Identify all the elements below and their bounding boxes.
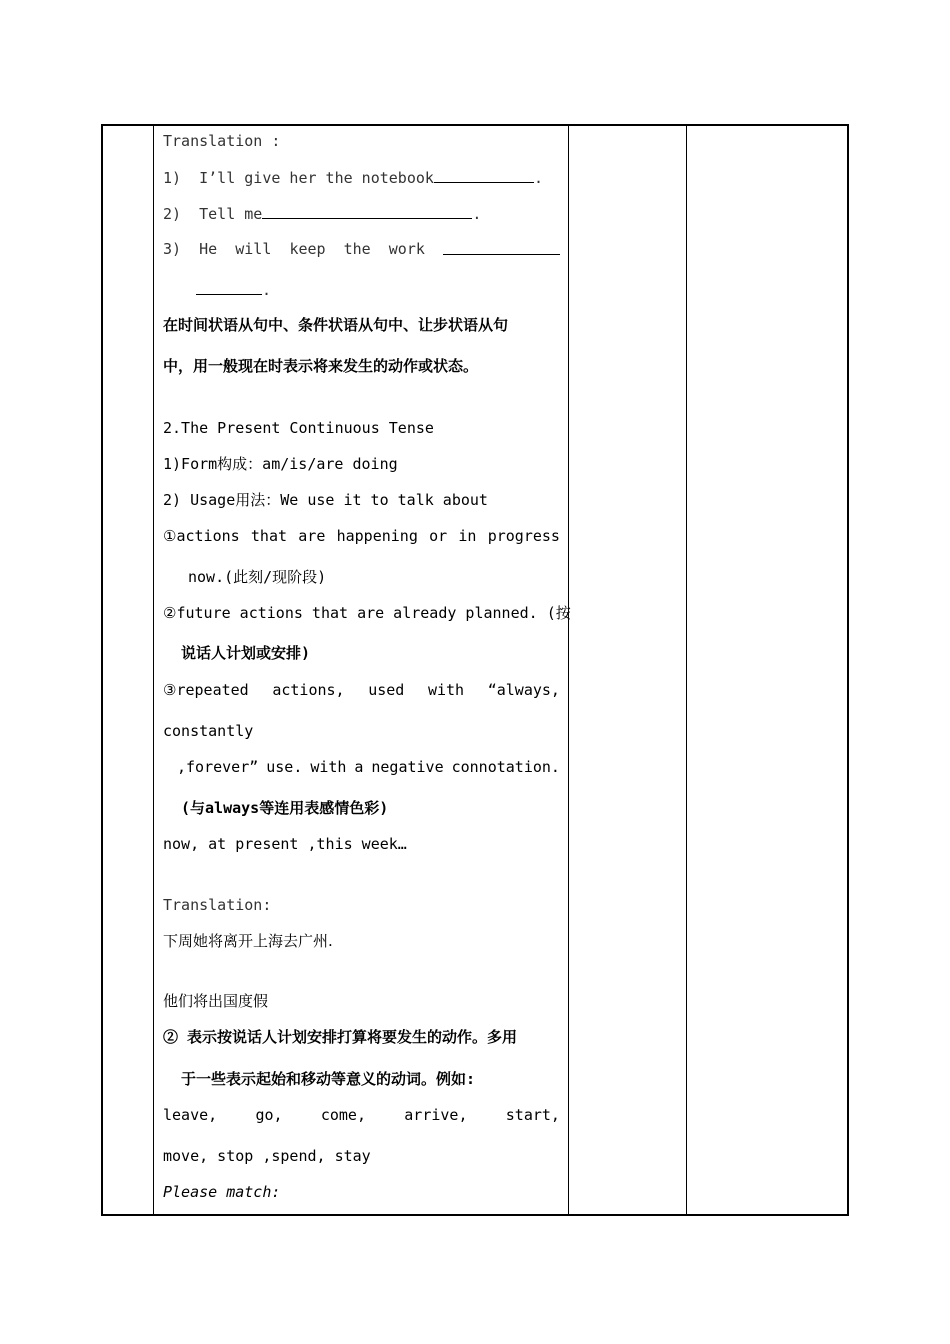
answer-blank — [196, 280, 262, 295]
lesson-table — [101, 124, 849, 1216]
time-words: now, at present ,this week… — [163, 835, 407, 853]
column-divider-1 — [153, 126, 154, 1214]
sentence-2: 他们将出国度假 — [163, 992, 269, 1010]
usage-1-cont: now.(此刻/现阶段) — [188, 568, 327, 586]
usage-3-line: ③repeated actions, used with “always, — [163, 681, 560, 699]
rule-line-1: 在时间状语从句中、条件状语从句中、让步状语从句 — [163, 316, 509, 334]
verbs-line-2: move, stop ,spend, stay — [163, 1147, 371, 1165]
usage-2-cont: 说话人计划或安排) — [181, 644, 311, 662]
translation-2-header: Translation: — [163, 896, 272, 914]
note-line-2: 于一些表示起始和移动等意义的动词。例如: — [181, 1070, 476, 1088]
usage-3-cont-2: ,forever” use. with a negative connotation. — [177, 758, 560, 776]
answer-blank — [434, 168, 534, 183]
usage-3-cont-3: (与always等连用表感情色彩) — [181, 799, 389, 817]
usage-2-line: ②future actions that are already planned. (按 — [163, 604, 571, 622]
note-line-1: ② 表示按说话人计划安排打算将要发生的动作。多用 — [163, 1028, 518, 1046]
column-divider-3 — [686, 126, 687, 1214]
answer-blank — [443, 240, 560, 255]
translation-header: Translation : — [163, 132, 281, 150]
column-divider-2 — [568, 126, 569, 1214]
form-line: 1)Form构成：am/is/are doing — [163, 455, 398, 473]
usage-1-line: ①actions that are happening or in progress — [163, 527, 560, 545]
usage-3-cont-1: constantly — [163, 722, 254, 740]
translation-item-2: 2) Tell me . — [163, 205, 482, 223]
please-match: Please match: — [163, 1183, 281, 1201]
usage-line: 2) Usage用法：We use it to talk about — [163, 491, 488, 509]
rule-line-2: 中，用一般现在时表示将来发生的动作或状态。 — [163, 357, 479, 375]
translation-item-1: 1) I’ll give her the notebook . — [163, 169, 543, 187]
section-2-title: 2.The Present Continuous Tense — [163, 419, 434, 437]
sentence-1: 下周她将离开上海去广州. — [163, 932, 333, 950]
translation-item-3: 3) He will keep the work — [163, 240, 560, 258]
answer-blank — [262, 204, 472, 219]
translation-item-3-cont: . — [196, 280, 271, 299]
verbs-line-1: leave, go, come, arrive, start, — [163, 1106, 560, 1124]
